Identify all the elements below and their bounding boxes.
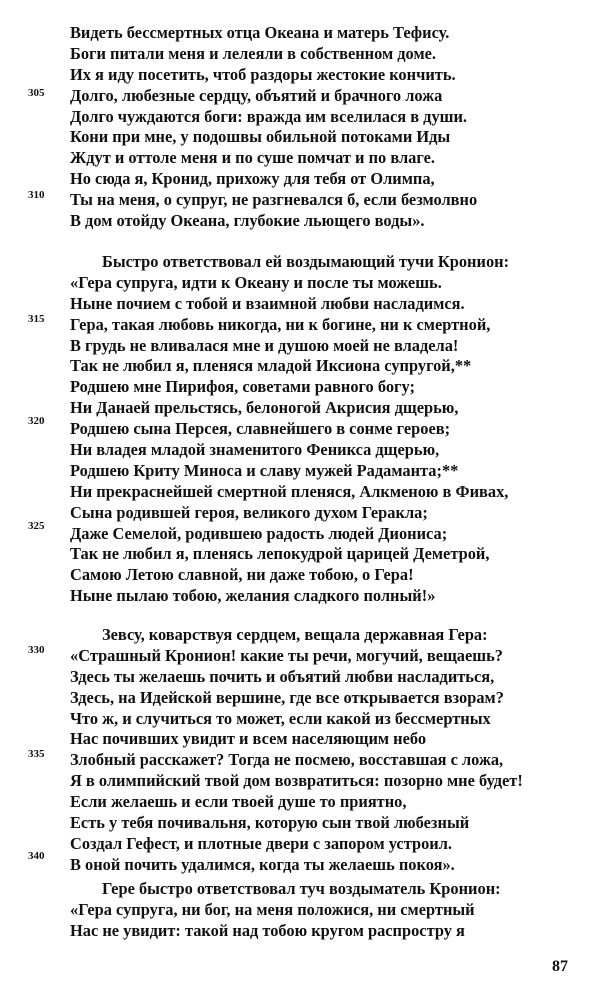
verse-line: Ни Данаей прельстясь, белоногой Акрисия дщерью, — [70, 398, 459, 418]
verse-line: Но сюда я, Кронид, прихожу для тебя от Олимпа, — [70, 169, 435, 189]
verse-line: Нас не увидит: такой над тобою кругом распростру я — [70, 920, 465, 940]
line-number: 320 — [28, 415, 45, 427]
verse-line: Ждут и оттоле меня и по суше помчат и по влаге. — [70, 148, 435, 168]
verse-line: Ни прекраснейшей смертной пленяся, Алкменою в Фивах, — [70, 481, 509, 501]
line-number: 330 — [28, 644, 45, 656]
verse-line: Если желаешь и если твоей душе то приятно, — [70, 792, 407, 812]
verse-line: Ты на меня, о супруг, не разгневался б, если безмолвно — [70, 190, 478, 210]
verse-line: Боги питали меня и лелеяли в собственном доме. — [70, 43, 436, 63]
verse-line: Злобный расскажет? Тогда не посмею, восставшая с ложа, — [70, 750, 504, 770]
line-number: 305 — [28, 87, 45, 99]
verse-line: В дом отойду Океана, глубокие льющего воды». — [70, 211, 425, 231]
verse-line: Сына родившей героя, великого духом Геракла; — [70, 502, 428, 522]
verse-line: Кони при мне, у подошвы обильной потоками Иды — [70, 127, 451, 147]
verse-line: Ни владея младой знаменитого Феникса дщерью, — [70, 440, 440, 460]
verse-line: «Гера супруга, ни бог, на меня положися, ни смертный — [70, 899, 475, 919]
verse-line: Ныне пылаю тобою, желания сладкого полный!» — [70, 586, 436, 606]
verse-line: «Страшный Кронион! какие ты речи, могучий, вещаешь? — [70, 645, 503, 665]
verse-line: Родшею мне Пирифоя, советами равного богу; — [70, 377, 415, 397]
verse-line: Гера, такая любовь никогда, ни к богине, ни к смертной, — [70, 314, 491, 334]
line-number: 325 — [28, 520, 45, 532]
verse-stanza — [70, 23, 575, 232]
verse-line: Долго, любезные сердцу, объятий и брачного ложа — [70, 85, 443, 105]
verse-line: В оной почить удалимся, когда ты желаешь покоя». — [70, 854, 455, 874]
verse-line: Даже Семелой, родившею радость людей Диониса; — [70, 523, 448, 543]
line-number: 315 — [28, 313, 45, 325]
verse-line: Так не любил я, пленясь лепокудрой царицей Деметрой, — [70, 544, 490, 564]
verse-line: Я в олимпийский твой дом возвратиться: позорно мне будет! — [70, 771, 523, 791]
verse-line: Что ж, и случиться то может, если какой из бессмертных — [70, 708, 491, 728]
verse-line: Родшею сына Персея, славнейшего в сонме героев; — [70, 419, 451, 439]
verse-line: Здесь, на Идейской вершине, где все открывается взорам? — [70, 687, 504, 707]
verse-line: Нас почивших увидит и всем населяющим небо — [70, 729, 427, 749]
verse-line: Здесь ты желаешь почить и объятий любви насладиться, — [70, 666, 495, 686]
verse-stanza — [70, 252, 575, 607]
line-number: 310 — [28, 189, 45, 201]
verse-line: В грудь не вливалася мне и душою моей не владела! — [70, 335, 459, 355]
verse-line: Видеть бессмертных отца Океана и матерь Тефису. — [70, 23, 450, 42]
verse-line: Создал Гефест, и плотные двери с запором устроил. — [70, 833, 453, 853]
verse-line: Гере быстро ответствовал туч воздыматель Кронион: — [102, 879, 501, 898]
verse-line: Быстро ответствовал ей воздымающий тучи Кронион: — [102, 252, 510, 271]
verse-line: Их я иду посетить, чтоб раздоры жестокие кончить. — [70, 64, 456, 84]
page-number: 87 — [552, 958, 568, 975]
verse-line: Долго чуждаются боги: вражда им вселилася в души. — [70, 106, 468, 126]
verse-line: Есть у тебя почивальня, которую сын твой любезный — [70, 813, 470, 833]
line-number: 340 — [28, 850, 45, 862]
verse-line: «Гера супруга, идти к Океану и после ты можешь. — [70, 272, 442, 292]
verse-stanza — [70, 879, 575, 942]
verse-line: Зевсу, коварствуя сердцем, вещала державная Гера: — [102, 625, 488, 644]
verse-line: Ныне почием с тобой и взаимной любви насладимся. — [70, 293, 465, 313]
verse-stanza — [70, 625, 575, 876]
verse-line: Самою Летою славной, ни даже тобою, о Гера! — [70, 565, 414, 585]
line-number: 335 — [28, 748, 45, 760]
verse-line: Так не любил я, пленяся младой Иксиона супругой,** — [70, 356, 472, 376]
verse-line: Родшею Криту Миноса и славу мужей Радаманта;** — [70, 460, 459, 480]
